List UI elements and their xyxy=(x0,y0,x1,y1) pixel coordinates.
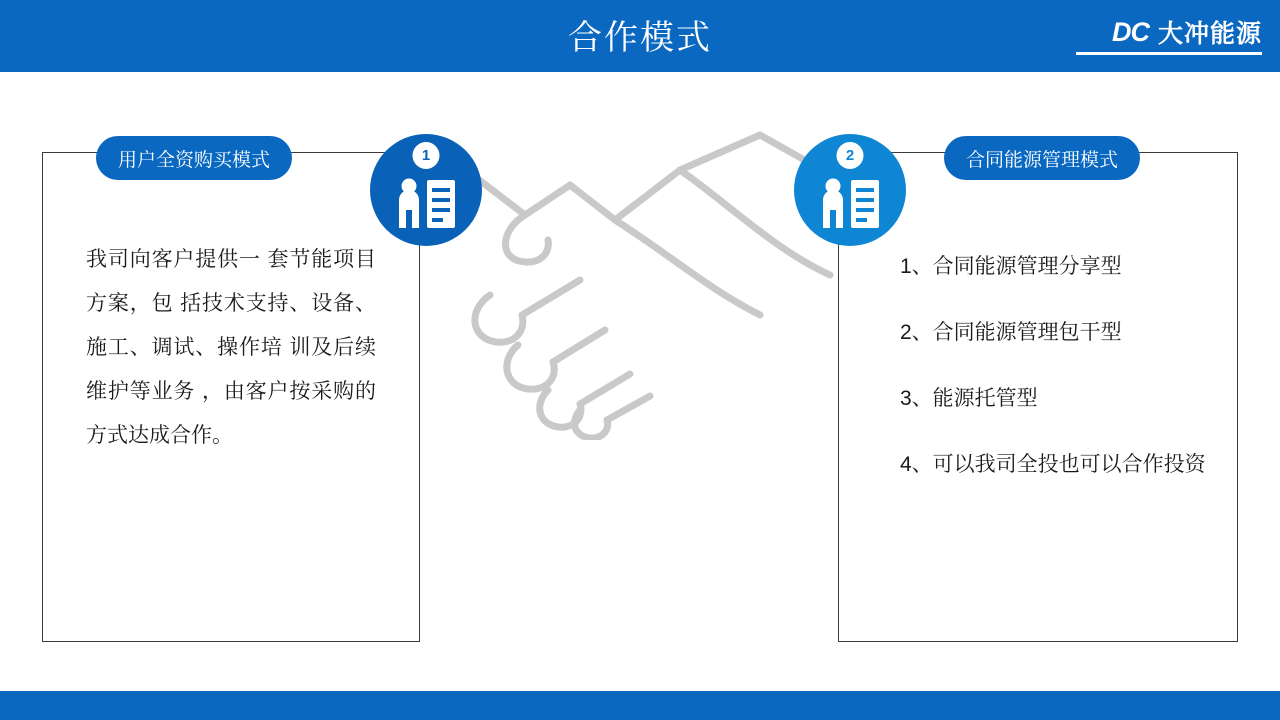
person-document-icon xyxy=(395,178,457,230)
company-logo xyxy=(1112,14,1262,50)
logo-underline xyxy=(1076,52,1262,55)
person-document-icon xyxy=(819,178,881,230)
left-panel-body: 我司向客户提供一 套节能项目方案，包 括技术支持、设备、 施工、调试、操作培 训及后续维护等业务 ，由客户按采购的方式达成合作。 xyxy=(86,248,376,447)
left-panel-badge xyxy=(370,134,482,246)
list-item: 1、合同能源管理分享型 xyxy=(900,255,1122,278)
list-item: 4、可以我司全投也可以合作投资 xyxy=(900,453,1206,476)
list-item: 3、能源托管型 xyxy=(900,387,1038,410)
handshake-illustration-icon xyxy=(430,110,850,440)
left-badge-number: 1 xyxy=(413,142,440,169)
slide-footer xyxy=(0,694,1280,720)
logo-mark: DC xyxy=(1111,16,1149,47)
header-accent-line xyxy=(0,68,1280,72)
right-panel-badge xyxy=(794,134,906,246)
right-badge-number: 2 xyxy=(837,142,864,169)
slide-header xyxy=(0,0,1280,68)
list-item: 2、合同能源管理包干型 xyxy=(900,321,1122,344)
page-title: 合作模式 xyxy=(568,18,712,57)
left-panel-title-pill: 用户全资购买模式 xyxy=(96,136,292,180)
logo-text: 大冲能源 xyxy=(1157,20,1262,48)
right-panel-list xyxy=(900,250,1220,514)
right-panel-title-pill: 合同能源管理模式 xyxy=(944,136,1140,180)
